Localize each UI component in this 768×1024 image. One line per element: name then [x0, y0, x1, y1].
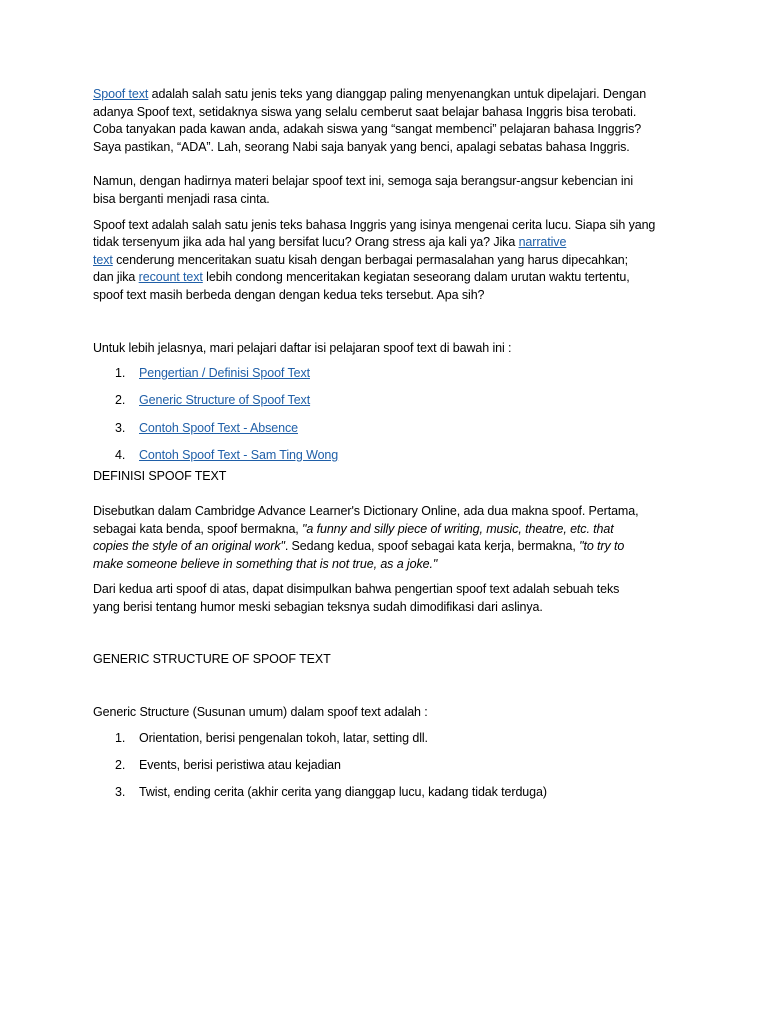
third-paragraph	[93, 217, 693, 305]
para1-line1: adalah salah satu jenis teks yang dianggap paling menyenangkan untuk dipelajari. Dengan	[148, 87, 647, 101]
table-of-contents	[93, 365, 693, 474]
definisi-p1-line1: Disebutkan dalam Cambridge Advance Learner's Dictionary Online, ada dua makna spoof. Pertama,	[93, 503, 639, 518]
toc-link-absence[interactable]: Contoh Spoof Text - Absence	[139, 420, 298, 435]
definisi-paragraph-1	[93, 503, 693, 573]
list-item	[93, 757, 693, 784]
toc-item-number: 1.	[115, 366, 126, 381]
definisi-heading: DEFINISI SPOOF TEXT	[93, 469, 227, 484]
second-paragraph	[93, 173, 693, 208]
generic-structure-list	[93, 730, 693, 812]
definisi-p2-line1: Dari kedua arti spoof di atas, dapat disimpulkan bahwa pengertian spoof text adalah sebuah teks	[93, 582, 620, 597]
list-item	[93, 784, 693, 811]
list-item-twist: Twist, ending cerita (akhir cerita yang dianggap lucu, kadang tidak terduga)	[139, 785, 547, 800]
toc-item	[93, 365, 693, 392]
definisi-quote-noun-b: copies the style of an original work"	[93, 539, 285, 554]
toc-item	[93, 420, 693, 447]
toc-item-number: 4.	[115, 448, 126, 463]
toc-link-generic-structure[interactable]: Generic Structure of Spoof Text	[139, 393, 311, 408]
list-item-orientation: Orientation, berisi pengenalan tokoh, latar, setting dll.	[139, 730, 428, 745]
toc-item-number: 2.	[115, 393, 126, 408]
list-item-number: 1.	[115, 730, 126, 745]
para3-line4-pre: dan jika	[93, 270, 139, 285]
definisi-paragraph-2	[93, 581, 693, 616]
para1-line4: Saya pastikan, “ADA”. Lah, seorang Nabi saja banyak yang benci, apalagi sebatas bahasa Inggris.	[93, 139, 630, 154]
definisi-p2-line2: yang berisi tentang humor meski sebagian teksnya sudah dimodifikasi dari aslinya.	[93, 599, 543, 614]
definisi-quote-verb-a: "to try to	[579, 539, 625, 554]
toc-item-number: 3.	[115, 420, 126, 435]
para3-line5: spoof text masih berbeda dengan dengan kedua teks tersebut. Apa sih?	[93, 287, 485, 302]
toc-link-definisi[interactable]: Pengertian / Definisi Spoof Text	[139, 366, 310, 381]
list-item-number: 3.	[115, 785, 126, 800]
narrative-text-link-part2[interactable]: text	[93, 252, 113, 267]
toc-link-sam-ting-wong[interactable]: Contoh Spoof Text - Sam Ting Wong	[139, 448, 339, 463]
document-content	[93, 86, 693, 812]
definisi-quote-verb-b: make someone believe in something that is not true, as a joke."	[93, 556, 438, 571]
para3-line1: Spoof text adalah salah satu jenis teks bahasa Inggris yang isinya mengenai cerita lucu. Siapa sih yang	[93, 217, 656, 232]
para3-line2: tidak tersenyum jika ada hal yang bersifat lucu? Orang stress aja kali ya? Jika	[93, 235, 519, 250]
list-item-number: 2.	[115, 757, 126, 772]
para1-line2: adanya Spoof text, setidaknya siswa yang selalu cemberut saat belajar bahasa Inggris bisa terobati.	[93, 104, 637, 119]
list-item-events: Events, berisi peristiwa atau kejadian	[139, 757, 341, 772]
para2-line2: bisa berganti menjadi rasa cinta.	[93, 191, 270, 206]
para3-line4-post: lebih condong menceritakan kegiatan seseorang dalam urutan waktu tertentu,	[202, 270, 630, 285]
narrative-text-link-part1[interactable]: narrative	[518, 235, 567, 250]
intro-paragraph	[93, 86, 693, 156]
para2-line1: Namun, dengan hadirnya materi belajar spoof text ini, semoga saja berangsur-angsur kebencian ini	[93, 174, 634, 189]
definisi-p1-line2-pre: sebagai kata benda, spoof bermakna,	[93, 521, 303, 536]
list-item	[93, 730, 693, 757]
recount-text-link[interactable]: recount text	[138, 270, 203, 285]
definisi-p1-line3-mid: . Sedang kedua, spoof sebagai kata kerja, bermakna,	[284, 539, 580, 554]
definisi-quote-noun-a: "a funny and silly piece of writing, music, theatre, etc. that	[302, 521, 614, 536]
toc-intro: Untuk lebih jelasnya, mari pelajari daftar isi pelajaran spoof text di bawah ini :	[93, 340, 512, 355]
para1-line3: Coba tanyakan pada kawan anda, adakah siswa yang “sangat membenci” pelajaran bahasa Inggris?	[93, 122, 642, 137]
toc-item	[93, 392, 693, 419]
generic-structure-intro: Generic Structure (Susunan umum) dalam spoof text adalah :	[93, 705, 428, 720]
para3-line3: cenderung menceritakan suatu kisah dengan berbagai permasalahan yang harus dipecahkan;	[112, 252, 629, 267]
generic-structure-heading: GENERIC STRUCTURE OF SPOOF TEXT	[93, 652, 331, 667]
spoof-text-link[interactable]: Spoof text	[93, 87, 149, 101]
